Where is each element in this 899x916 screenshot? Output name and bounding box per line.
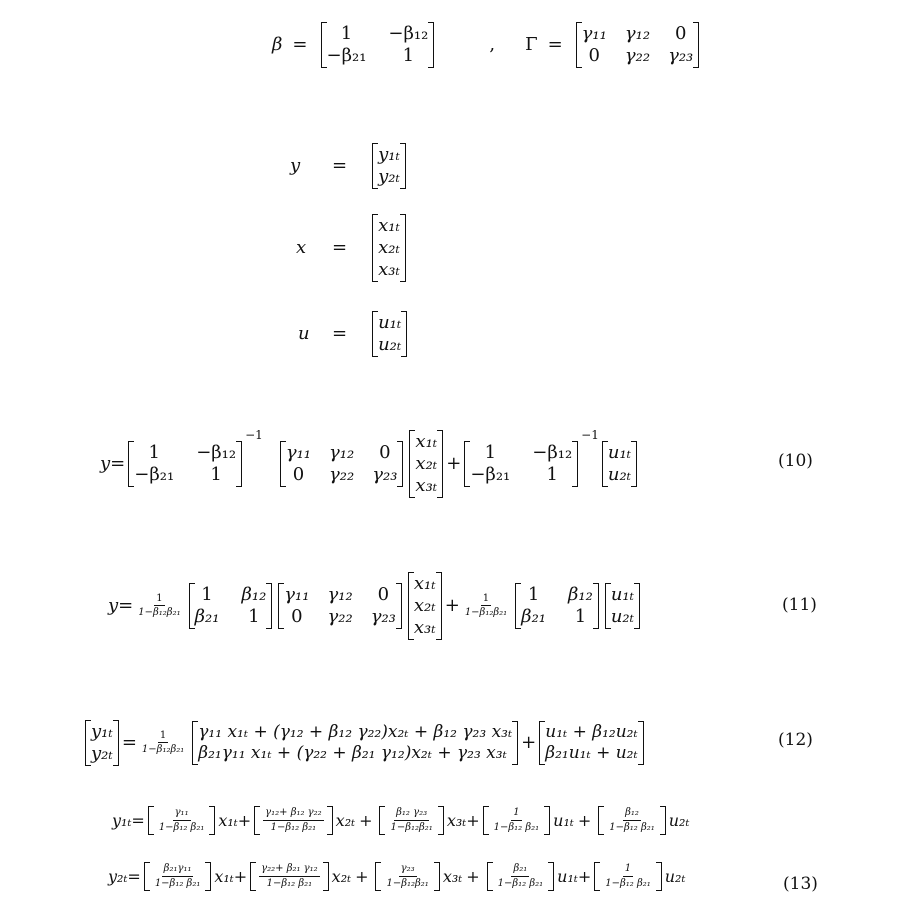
vector-cell: γ₁₁ x₁ₜ + (γ₁₂ + β₁₂ γ₂₂)x₂ₜ + β₁₂ γ₂₃ x₃ₜ <box>198 722 513 743</box>
vector-cell: y₂ₜ <box>378 165 400 187</box>
matrix-cell: 1 <box>201 583 213 605</box>
fraction-denominator: 1−β₁₂β₂₁ <box>386 878 429 890</box>
fraction-numerator: 1 <box>154 593 164 607</box>
scalar-fraction <box>136 593 182 619</box>
vector-cell: u₂ₜ <box>607 463 632 485</box>
matrix-cell: γ₁₁ <box>581 23 607 44</box>
coefficient-bracket <box>254 806 333 835</box>
fraction-denominator: 1−β₁₂ β₂₁ <box>154 878 201 890</box>
coefficient-bracket <box>483 806 551 835</box>
fraction-numerator: β₁₂ γ₂₃ <box>394 807 429 821</box>
vector-cell: u₁ₜ <box>610 583 635 605</box>
fraction-denominator: 1−β₁₂ β₂₁ <box>497 878 544 890</box>
fraction-denominator: 1−β₁₂ β₂₁ <box>493 822 540 834</box>
vector-cell: x₁ₜ <box>413 573 436 594</box>
fraction-numerator: 1 <box>158 730 168 744</box>
matrix-cell: 1 <box>402 44 415 66</box>
equals-sign: = <box>121 732 137 754</box>
matrix-cell: 1 <box>340 23 353 44</box>
equation-number: (10) <box>778 451 813 471</box>
variable: x₃ₜ <box>442 867 463 887</box>
variable: x₁ₜ <box>218 811 238 831</box>
matrix-cell: 0 <box>292 463 305 485</box>
matrix-cell: γ₁₂ <box>329 441 355 463</box>
vector-cell: β₂₁u₁ₜ + u₂ₜ <box>545 742 638 763</box>
matrix-cell: −β₂₁ <box>470 463 511 485</box>
equation-13-row-1 <box>112 806 689 835</box>
matrix-cell: 0 <box>377 583 390 605</box>
matrix-cell: β₁₂ <box>568 583 593 605</box>
matrix-cell: −β₁₂ <box>196 441 237 463</box>
matrix-cell: 1 <box>484 441 497 463</box>
plus-sign: + <box>577 867 592 887</box>
vector-cell: u₂ₜ <box>610 605 635 627</box>
equation-number: (11) <box>782 595 817 615</box>
matrix-cell: γ₂₃ <box>370 605 396 627</box>
plus-sign: + <box>577 811 592 831</box>
fraction-denominator: 1−β₁₂β₂₁ <box>464 607 508 619</box>
plus-sign: + <box>446 453 462 475</box>
y-vector <box>85 720 119 766</box>
y-vector-definition <box>290 143 409 189</box>
comma: , <box>489 34 496 56</box>
fraction-denominator: 1−β₁₂ β₂₁ <box>158 822 205 834</box>
matrix-cell: γ₂₂ <box>624 44 651 66</box>
matrix-cell: γ₂₂ <box>329 463 355 485</box>
vector-cell: y₂ₜ <box>91 742 113 764</box>
fraction-numerator: γ₂₃ <box>399 863 417 877</box>
equation-lhs: y₂ₜ= <box>108 867 141 887</box>
matrix-cell: 1 <box>546 463 558 485</box>
matrix-cell: γ₂₃ <box>668 44 694 66</box>
matrix-cell: γ₁₂ <box>327 583 353 605</box>
x-symbol: x <box>296 237 307 259</box>
fraction-denominator: 1−β₁₂ β₂₁ <box>609 822 655 834</box>
coefficient-bracket <box>375 862 439 891</box>
vector-cell: x₁ₜ <box>378 215 400 236</box>
equation-11 <box>108 572 643 640</box>
vector-cell: u₂ₜ <box>378 333 402 355</box>
vector-cell: x₂ₜ <box>413 594 436 616</box>
matrix-cell: β₂₁ <box>521 605 546 627</box>
vector-cell: x₃ₜ <box>415 474 438 496</box>
vector-cell: β₂₁γ₁₁ x₁ₜ + (γ₂₂ + β₂₁ γ₁₂)x₂ₜ + γ₂₃ x₃ₜ <box>198 742 507 763</box>
equals-sign: = <box>332 237 348 259</box>
coefficient-bracket <box>487 862 555 891</box>
plus-sign: + <box>466 867 480 887</box>
variable: u₂ₜ <box>664 867 686 887</box>
vector-cell: u₁ₜ <box>607 441 632 463</box>
matrix-cell: 1 <box>148 441 160 463</box>
matrix-cell: −β₁₂ <box>388 23 429 44</box>
fraction-numerator: 1 <box>511 807 521 821</box>
beta-matrix <box>464 441 578 487</box>
plus-sign: + <box>237 811 252 831</box>
vector-cell: u₁ₜ <box>378 312 402 333</box>
fraction-numerator: β₁₂ <box>623 807 641 821</box>
fraction-numerator: γ₂₂+ β₂₁ γ₁₂ <box>259 863 320 877</box>
fraction-denominator: 1−β₁₂β₂₁ <box>390 822 433 834</box>
vector-cell: x₂ₜ <box>415 452 438 474</box>
matrix-cell: 1 <box>248 605 260 627</box>
equals-sign: = <box>547 34 563 56</box>
matrix-cell: −β₂₁ <box>326 44 367 66</box>
expanded-matrix <box>192 721 518 764</box>
coefficient-bracket <box>148 806 216 835</box>
equals-sign: = <box>332 155 348 177</box>
fraction-denominator: 1−β₁₂ β₂₁ <box>266 878 313 890</box>
plus-sign: + <box>233 867 248 887</box>
matrix-cell: γ₁₁ <box>284 583 310 605</box>
vector-cell: x₁ₜ <box>415 431 438 452</box>
coefficient-bracket <box>598 806 666 835</box>
fraction-numerator: γ₁₂+ β₁₂ γ₂₂ <box>263 807 324 821</box>
equation-lhs: y= <box>100 453 126 475</box>
u-vector-definition <box>298 311 410 357</box>
gamma-symbol: Γ <box>525 34 538 56</box>
fraction-numerator: β₂₁ <box>511 863 529 877</box>
matrix-cell: 0 <box>588 44 600 66</box>
coefficient-bracket <box>144 862 212 891</box>
beta-matrix <box>128 441 242 487</box>
inverse-exponent: −1 <box>581 428 599 442</box>
gamma-matrix <box>280 441 404 487</box>
equals-sign: = <box>292 34 308 56</box>
matrix-cell: 1 <box>210 463 222 485</box>
coefficient-bracket <box>594 862 662 891</box>
equals-sign: = <box>332 323 348 345</box>
plus-sign: + <box>444 595 460 617</box>
x-vector <box>408 572 442 640</box>
inverse-exponent: −1 <box>245 428 263 442</box>
adjugate-matrix <box>515 583 599 629</box>
matrix-cell: β₁₂ <box>241 583 267 605</box>
plus-sign: + <box>466 811 480 831</box>
vector-cell: x₂ₜ <box>378 236 400 258</box>
coefficient-bracket <box>379 806 443 835</box>
equation-lhs: y₁ₜ= <box>112 811 145 831</box>
gamma-matrix <box>576 22 700 68</box>
variable: u₁ₜ <box>557 867 578 887</box>
fraction-numerator: 1 <box>481 593 491 607</box>
vector-cell: x₃ₜ <box>413 616 436 638</box>
u-vector <box>602 441 637 487</box>
plus-sign: + <box>521 732 537 754</box>
fraction-numerator: β₂₁γ₁₁ <box>162 863 194 877</box>
beta-matrix <box>321 22 435 68</box>
x-vector-definition <box>296 214 409 282</box>
u-vector <box>605 583 640 629</box>
scalar-fraction <box>463 593 509 619</box>
plus-sign: + <box>355 867 369 887</box>
matrix-cell: γ₂₃ <box>372 463 398 485</box>
coefficient-bracket <box>250 862 329 891</box>
variable: u₂ₜ <box>668 811 690 831</box>
matrix-cell: γ₁₁ <box>285 441 312 463</box>
y-vector <box>372 143 406 189</box>
matrix-cell: −β₂₁ <box>134 463 175 485</box>
u-vector <box>372 311 407 357</box>
variable: x₂ₜ <box>335 811 356 831</box>
fraction-denominator: 1−β₁₂ β₂₁ <box>270 822 317 834</box>
fraction-numerator: 1 <box>623 863 633 877</box>
matrix-cell: γ₁₂ <box>624 23 651 44</box>
adjugate-matrix <box>189 583 273 629</box>
variable: u₁ₜ <box>553 811 574 831</box>
equation-number: (12) <box>778 730 813 750</box>
vector-cell: x₃ₜ <box>378 258 400 280</box>
matrix-cell: −β₁₂ <box>532 441 573 463</box>
fraction-denominator: 1−β₁₂β₂₁ <box>141 744 185 756</box>
matrix-cell: 0 <box>291 605 303 627</box>
matrix-cell: 1 <box>527 583 540 605</box>
gamma-matrix <box>278 583 402 629</box>
equation-13-row-2 <box>108 862 685 891</box>
scalar-fraction <box>140 730 186 756</box>
vector-cell: y₁ₜ <box>378 144 400 165</box>
variable: x₂ₜ <box>331 867 352 887</box>
matrix-cell: 1 <box>574 605 587 627</box>
u-combination-vector <box>539 721 643 764</box>
fraction-numerator: γ₁₁ <box>173 807 191 821</box>
matrix-cell: 0 <box>379 441 391 463</box>
matrix-cell: γ₂₂ <box>327 605 353 627</box>
x-vector <box>409 430 443 498</box>
fraction-denominator: 1−β₁₂β₂₁ <box>138 607 181 619</box>
vector-cell: y₁ₜ <box>91 721 113 742</box>
fraction-denominator: 1−β₁₂ β₂₁ <box>605 878 651 890</box>
equation-number: (13) <box>783 874 818 894</box>
y-symbol: y <box>290 155 301 177</box>
matrix-cell: 0 <box>674 23 687 44</box>
variable: x₁ₜ <box>214 867 234 887</box>
equation-lhs: y= <box>108 595 134 617</box>
u-symbol: u <box>298 323 310 345</box>
vector-cell: u₁ₜ + β₁₂u₂ₜ <box>545 722 638 743</box>
matrix-cell: β₂₁ <box>194 605 220 627</box>
beta-symbol: β <box>272 34 283 56</box>
x-vector <box>372 214 406 282</box>
equation-12 <box>82 720 647 766</box>
variable: x₃ₜ <box>446 811 467 831</box>
beta-gamma-definitions <box>272 22 702 68</box>
plus-sign: + <box>359 811 373 831</box>
equation-10 <box>100 430 640 498</box>
